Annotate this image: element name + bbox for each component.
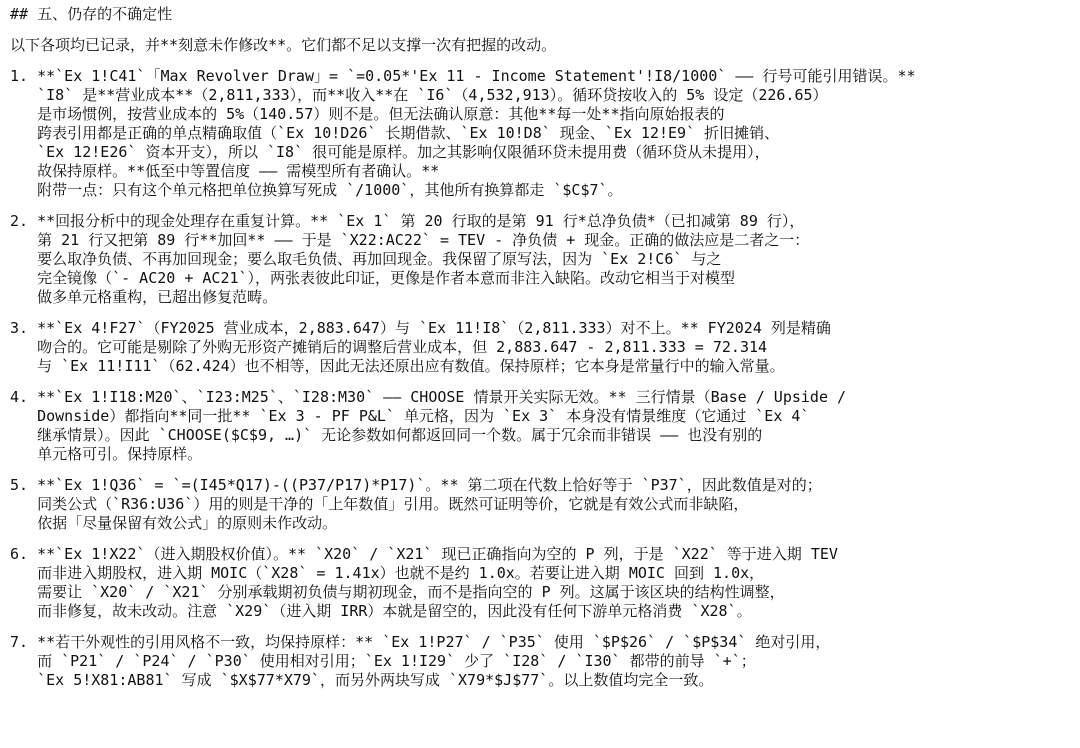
list-item [10, 388, 1080, 464]
spacer [10, 307, 1080, 319]
list-item-line: 6. **`Ex 1!X22`（进入期股权价值）。** `X20` / `X21` 现已正确指向为空的 P 列，于是 `X22` 等于进入期 TEV [10, 545, 838, 563]
list-item-line: 4. **`Ex 1!I18:M20`、`I23:M25`、`I28:M30` —— CHOOSE 情景开关实际无效。** 三行情景（Base / Upside / [10, 388, 847, 406]
list-item-line: 需要让 `X20` / `X21` 分别承载期初负债与期初现金，而不是指向空的 P 列。这属于该区块的结构性调整， [10, 583, 785, 601]
list-item-line: Downside）都指向**同一批** `Ex 3 - PF P&L` 单元格，因为 `Ex 3` 本身没有情景维度（它通过 `Ex 4` [10, 407, 810, 425]
list-item-line: 2. **回报分析中的现金处理存在重复计算。** `Ex 1` 第 20 行取的是第 91 行*总净负债*（已扣减第 89 行）， [10, 212, 805, 230]
list-item [10, 545, 1080, 621]
list-item-line: 5. **`Ex 1!Q36` = `=(I45*Q17)-((P37/P17)*P17)`。** 第二项在代数上恰好等于 `P37`，因此数值是对的； [10, 476, 822, 494]
list-item-line: `Ex 5!X81:AB81` 写成 `$X$77*X79`，而另外两块写成 `X79*$J$77`。以上数值均完全一致。 [10, 671, 714, 689]
list-item-line: 继承情景）。因此 `CHOOSE($C$9, …)` 无论参数如何都返回同一个数。属于冗余而非错误 —— 也没有别的 [10, 426, 763, 444]
section-heading: ## 五、仍存的不确定性 [10, 5, 173, 23]
list-item-line: 1. **`Ex 1!C41`「Max Revolver Draw」= `=0.05*'Ex 11 - Income Statement'!I8/1000` —— 行号可能引用错误。** [10, 67, 916, 85]
list-item-line: 跨表引用都是正确的单点精确取值（`Ex 10!D26` 长期借款、`Ex 10!D8` 现金、`Ex 12!E9` 折旧摊销、 [10, 124, 780, 142]
list-item-line: 附带一点：只有这个单元格把单位换算写死成 `/1000`，其他所有换算都走 `$C$7`。 [10, 181, 623, 199]
list-item-line: 而 `P21` / `P24` / `P30` 使用相对引用；`Ex 1!I29` 少了 `I28` / `I30` 都带的前导 `+`； [10, 652, 756, 670]
list-item-line: 3. **`Ex 4!F27`（FY2025 营业成本，2,883.647）与 `Ex 11!I8`（2,811.333）对不上。** FY2024 列是精确 [10, 319, 831, 337]
list-item-line: 单元格可引。保持原样。 [10, 445, 203, 463]
list-item-line: 吻合的。它可能是剔除了外购无形资产摊销后的调整后营业成本，但 2,883.647 - 2,811.333 = 72.314 [10, 338, 768, 356]
list-item [10, 476, 1080, 533]
list-item-line: 依据「尽量保留有效公式」的原则未作改动。 [10, 514, 338, 532]
spacer [10, 621, 1080, 633]
list-item-line: 完全镜像（`- AC20 + AC21`），两张表彼此印证，更像是作者本意而非注入缺陷。改动它相当于对模型 [10, 269, 736, 287]
list-item-line: 而非进入期股权，进入期 MOIC（`X28` = 1.41x）也就不是约 1.0x。若要让进入期 MOIC 回到 1.0x， [10, 564, 765, 582]
spacer [10, 24, 1080, 36]
list-item-line: 第 21 行又把第 89 行**加回** —— 于是 `X22:AC22` = TEV - 净负债 + 现金。正确的做法应是二者之一： [10, 231, 810, 249]
spacer [10, 464, 1080, 476]
intro-paragraph: 以下各项均已记录，并**刻意未作修改**。它们都不足以支撑一次有把握的改动。 [10, 36, 557, 54]
spacer [10, 376, 1080, 388]
spacer [10, 533, 1080, 545]
list-item [10, 319, 1080, 376]
uncertainty-list [10, 67, 1080, 690]
list-item [10, 212, 1080, 307]
spacer [10, 55, 1080, 67]
list-item-line: 要么取净负债、不再加回现金；要么取毛负债、再加回现金。我保留了原写法，因为 `Ex 2!C6` 与之 [10, 250, 722, 268]
list-item-line: 同类公式（`R36:U36`）用的则是干净的「上年数值」引用。既然可证明等价，它就是有效公式而非缺陷， [10, 495, 749, 513]
list-item-line: `I8` 是**营业成本**（2,811,333），而**收入**在 `I6`（4,532,913）。循环贷按收入的 5% 设定（226.65） [10, 86, 828, 104]
list-item [10, 633, 1080, 690]
list-item-line: 与 `Ex 11!I11`（62.424）也不相等，因此无法还原出应有数值。保持原样；它本身是常量行中的输入常量。 [10, 357, 785, 375]
list-item-line: 而非修复，故未改动。注意 `X29`（进入期 IRR）本就是留空的，因此没有任何下游单元格消费 `X28`。 [10, 602, 752, 620]
list-item-line: 故保持原样。**低至中等置信度 —— 需模型所有者确认。** [10, 162, 440, 180]
spacer [10, 200, 1080, 212]
list-item [10, 67, 1080, 200]
list-item-line: 做多单元格重构，已超出修复范畴。 [10, 288, 278, 306]
list-item-line: 是市场惯例，按营业成本的 5%（140.57）则不是。但无法确认原意：其他**每一处**指向原始报表的 [10, 105, 725, 123]
list-item-line: 7. **若干外观性的引用风格不一致，均保持原样：** `Ex 1!P27` / `P35` 使用 `$P$26` / `$P$34` 绝对引用， [10, 633, 831, 651]
list-item-line: `Ex 12!E26` 资本开支），所以 `I8` 很可能是原样。加之其影响仅限循环贷未提用费（循环贷从未提用）， [10, 143, 770, 161]
